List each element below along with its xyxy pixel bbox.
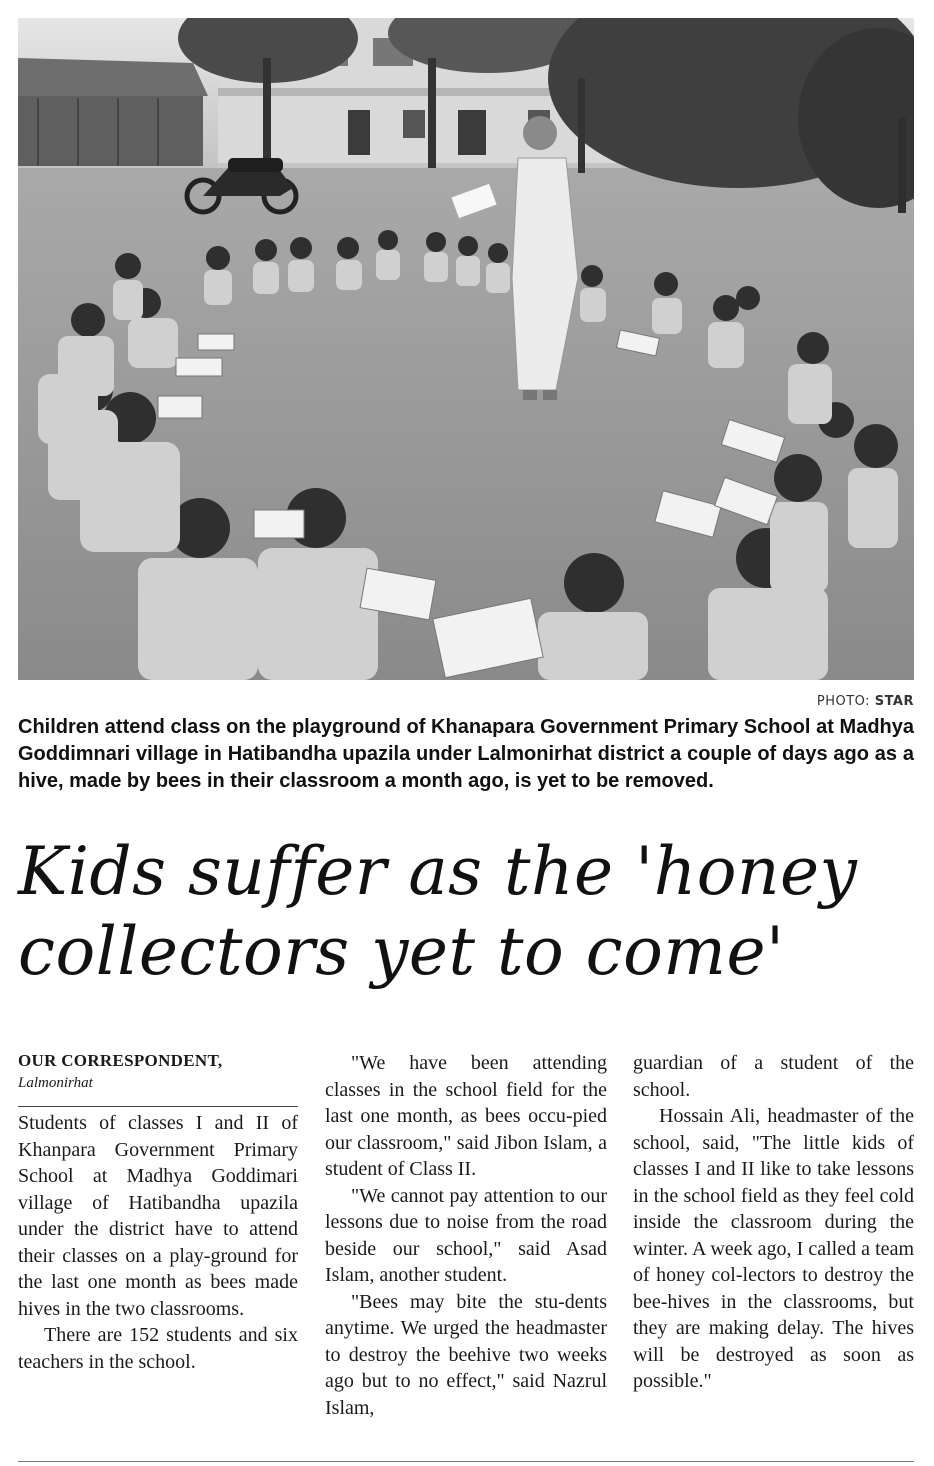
credit-source: STAR xyxy=(874,694,914,709)
byline-divider xyxy=(18,1106,298,1107)
photo-illustration xyxy=(18,18,914,680)
article-paragraph: "Bees may bite the stu-dents anytime. We urged the headmaster to destroy the beehive two weeks ago but to no effect," said Nazrul Islam, xyxy=(325,1290,607,1419)
article-paragraph: Hossain Ali, headmaster of the school, said, "The little kids of classes I and II like to take lessons in the school field as they feel cold inside the classroom during the winter. A week ago, I called a team of honey col-lectors to destroy the bee-hives in the classrooms, but they are making delay. The hives will be destroyed as soon as possible." xyxy=(633,1105,914,1392)
bottom-divider xyxy=(18,1461,914,1462)
credit-label: PHOTO: xyxy=(816,694,871,709)
article-paragraph: "We have been attending classes in the school field for the last one month, as bees occu-pied our classroom," said Jibon Islam, a student of Class II. xyxy=(325,1052,607,1180)
page-margin xyxy=(0,0,934,16)
article-paragraph: There are 152 students and six teachers in the school. xyxy=(18,1324,298,1373)
article-column-2 xyxy=(325,1050,607,1421)
byline: OUR CORRESPONDENT, xyxy=(18,1051,223,1070)
article-paragraph: guardian of a student of the school. xyxy=(633,1052,914,1101)
headline xyxy=(18,832,918,992)
photo-caption: Children attend class on the playground of Khanapara Government Primary School at Madhya Goddimnari village in Hatibandha upazila under Lalmonirhat district a couple of days ago as a hive, made by bees in their classroom a month ago, is yet to be removed. xyxy=(18,716,914,792)
headline-line-2: collectors yet to come' xyxy=(18,913,785,990)
article-column-1 xyxy=(18,1050,298,1375)
article-paragraph: Students of classes I and II of Khanpara Government Primary School at Madhya Goddimari village of Hatibandha upazila under the district have to attend their classes on a play-ground for the last one month as bees made hives in the two classrooms. xyxy=(18,1112,298,1320)
headline-line-1: Kids suffer as the 'honey xyxy=(18,833,858,910)
tin-shed xyxy=(18,58,208,166)
dateline: Lalmonirhat xyxy=(18,1075,93,1091)
news-photo xyxy=(18,18,914,680)
photo-credit xyxy=(817,694,914,709)
article-column-3 xyxy=(633,1050,914,1395)
article-paragraph: "We cannot pay attention to our lessons due to noise from the road beside our school," said Asad Islam, another student. xyxy=(325,1184,607,1286)
